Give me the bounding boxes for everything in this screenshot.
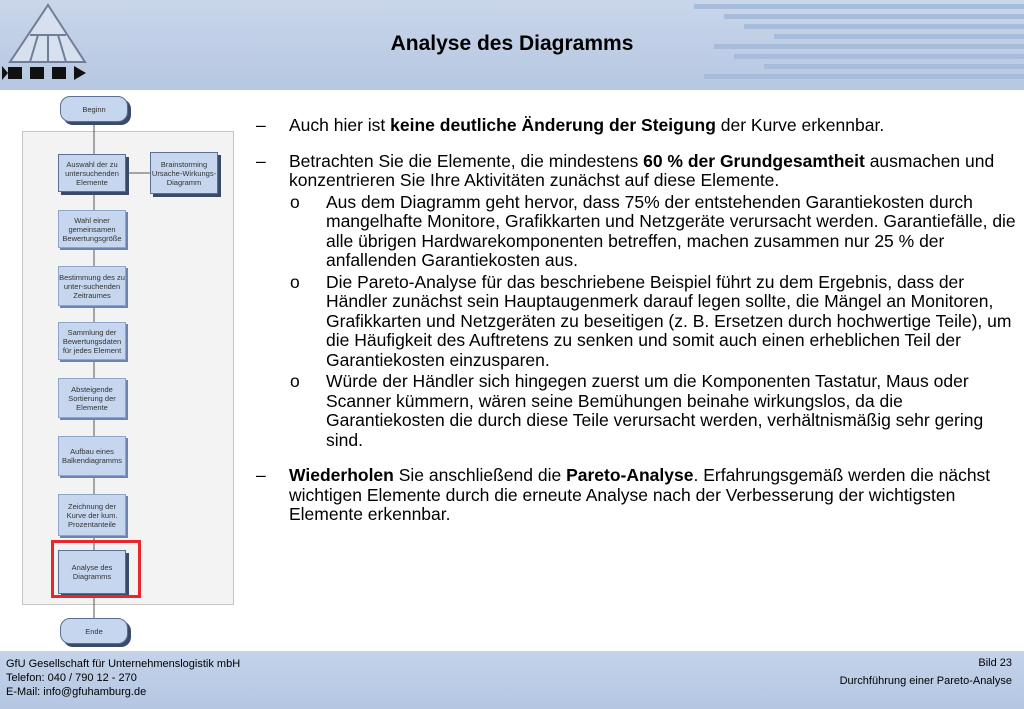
bullet-1-pre: Auch hier ist — [289, 115, 391, 135]
bullet-3-bold-2: Pareto-Analyse — [566, 465, 694, 485]
sub-bullet-3 — [252, 372, 1022, 450]
footer-topic: Durchführung einer Pareto-Analyse — [839, 675, 1012, 687]
flow-start: Beginn — [60, 96, 128, 122]
slide-number: Bild 23 — [978, 657, 1012, 669]
bullet-3-mid: Sie anschließend die — [393, 465, 567, 485]
dash-marker: – — [256, 465, 266, 485]
circle-marker: o — [290, 191, 300, 212]
flow-step-7: Zeichnung der Kurve der kum. Prozentanteile — [58, 494, 126, 536]
sub-bullet-3-text: Würde der Händler sich hingegen zuerst um die Komponenten Tastatur, Maus oder Scanner kümmern, wären seine Bemühungen beinahe wirkungslos, da die Garantiekosten die durch diese Teile verursacht werden, verhältnismäßig sehr gering sind. — [326, 371, 984, 450]
footer-contact — [6, 657, 240, 699]
flow-step-6: Aufbau eines Balkendiagramms — [58, 436, 126, 476]
dash-marker: – — [256, 115, 266, 135]
main-content — [252, 116, 1022, 535]
footer-phone: Telefon: 040 / 790 12 - 270 — [6, 672, 137, 684]
slide-title: Analyse des Diagramms — [390, 32, 634, 55]
bullet-3 — [252, 466, 1022, 525]
circle-marker: o — [290, 271, 300, 292]
sub-bullet-1 — [252, 193, 1022, 271]
bullet-2-bold: 60 % der Grundgesamtheit — [643, 150, 865, 171]
dash-marker: – — [256, 150, 266, 171]
bullet-1 — [252, 116, 1022, 136]
bullet-3-post: . Erfahrungsgemäß werden die nächst wichtigen Elemente durch die erneute Analyse nach der Verbesserung der wichtigsten Elemente erkennbar. — [289, 465, 991, 524]
flow-step-3: Bestimmung des zu unter-suchenden Zeitraumes — [58, 266, 126, 306]
bullet-2 — [252, 152, 1022, 191]
flow-step-5: Absteigende Sortierung der Elemente — [58, 378, 126, 418]
flow-step-1: Auswahl der zu untersuchenden Elemente — [58, 154, 126, 192]
footer-band — [0, 651, 1024, 709]
sub-bullet-2 — [252, 273, 1022, 371]
bullet-3-bold-1: Wiederholen — [289, 465, 394, 485]
flow-side-brainstorming: Brainstorming Ursache-Wirkungs-Diagramm — [150, 152, 218, 194]
flow-end: Ende — [60, 618, 128, 644]
sub-bullet-1-text: Aus dem Diagramm geht hervor, dass 75% der entstehenden Garantiekosten durch mangelhafte Monitore, Grafikkarten und Netzgeräte verursacht werden. Garantiefälle, die alle übrigen Hardwarekomponenten betreffen, machen zusammen nur 25 % der anfallenden Garantiekosten aus. — [326, 191, 1016, 270]
flow-step-4: Sammlung der Bewertungsdaten für jedes Element — [58, 322, 126, 360]
footer-company: GfU Gesellschaft für Unternehmenslogistik mbH — [6, 658, 241, 670]
bullet-2-pre: Betrachten Sie die Elemente, die mindestens — [289, 150, 644, 171]
circle-marker: o — [290, 371, 300, 391]
footer-email: E-Mail: info@gfuhamburg.de — [6, 686, 147, 698]
current-step-highlight — [51, 540, 141, 598]
bullet-1-bold: keine deutliche Änderung der Steigung — [390, 115, 716, 135]
bullet-1-post: der Kurve erkennbar. — [715, 115, 885, 135]
flow-step-8: Analyse des Diagramms — [58, 550, 126, 594]
bullet-2-post: ausmachen und konzentrieren Sie Ihre Aktivitäten zunächst auf diese Elemente. — [289, 150, 995, 190]
flow-step-2: Wahl einer gemeinsamen Bewertungsgröße — [58, 210, 126, 248]
sub-bullet-2-text: Die Pareto-Analyse für das beschriebene Beispiel führt zu dem Ergebnis, dass der Händler zunächst sein Hauptaugenmerk darauf legen sollte, die Mängel an Monitoren, Grafikkarten und Netzgeräten zu beseitigen (z. B. Ersetzen durch hochwertige Teile), um die Häufigkeit des Auftretens zu senken und somit auch einen erheblichen Teil der Garantiekosten einzusparen. — [326, 271, 1012, 370]
